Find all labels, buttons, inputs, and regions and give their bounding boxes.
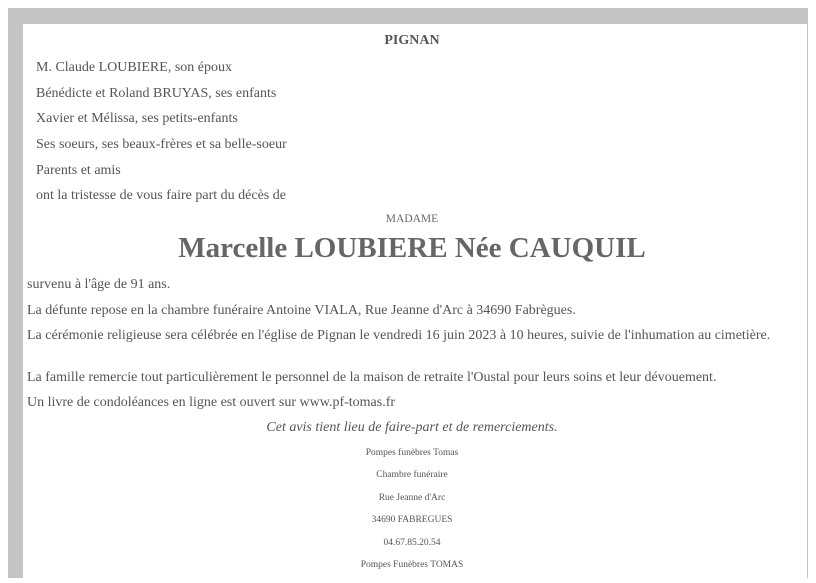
thanks-paragraph: La famille remercie tout particulièrement le personnel de la maison de retraite l'Oustal pour leurs soins et leur dévouement. (27, 370, 717, 385)
family-line-relatives: Parents et amis (36, 163, 121, 178)
age-line: survenu à l'âge de 91 ans. (27, 277, 171, 292)
family-line-spouse: M. Claude LOUBIERE, son époux (36, 60, 232, 75)
footer-signature: Pompes Funèbres TOMAS (360, 560, 464, 570)
family-line-children: Bénédicte et Roland BRUYAS, ses enfants (36, 86, 277, 101)
ceremony-paragraph: La cérémonie religieuse sera célébrée en l'église de Pignan le vendredi 16 juin 2023 à 10 heures, suivie de l'inhumation au cimetière. (27, 328, 771, 343)
resting-place-line: La défunte repose en la chambre funéraire Antoine VIALA, Rue Jeanne d'Arc à 34690 Fabrègues. (27, 303, 576, 318)
footer-city: 34690 FABREGUES (371, 515, 453, 525)
location-heading: PIGNAN (384, 33, 440, 48)
footer-company: Pompes funèbres Tomas (365, 448, 459, 458)
family-line-siblings: Ses soeurs, ses beaux-frères et sa belle-soeur (36, 137, 287, 152)
footer-street: Rue Jeanne d'Arc (378, 493, 446, 503)
announcement-line: ont la tristesse de vous faire part du décès de (36, 188, 286, 203)
deceased-name: Marcelle LOUBIERE Née CAUQUIL (178, 232, 646, 264)
obituary-notice (23, 24, 807, 582)
notice-frame (8, 8, 808, 578)
footer-phone: 04.67.85.20.54 (383, 538, 441, 548)
condolences-line: Un livre de condoléances en ligne est ouvert sur www.pf-tomas.fr (27, 395, 396, 410)
footer-chamber: Chambre funéraire (376, 470, 448, 480)
family-line-grandchildren: Xavier et Mélissa, ses petits-enfants (36, 111, 238, 126)
notice-statement: Cet avis tient lieu de faire-part et de remerciements. (266, 420, 558, 435)
deceased-title: MADAME (385, 213, 439, 225)
